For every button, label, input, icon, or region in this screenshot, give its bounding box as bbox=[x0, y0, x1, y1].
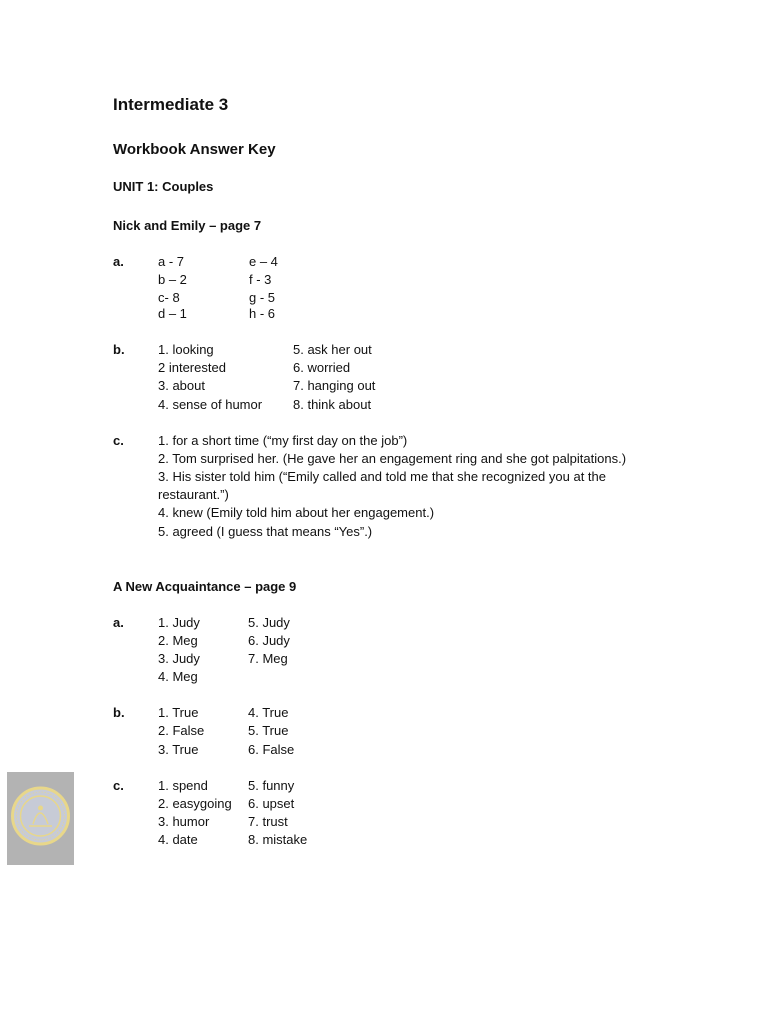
answer-item: 3. about bbox=[158, 378, 205, 393]
answer-item: 6. Judy bbox=[248, 633, 290, 648]
answer-item: 6. False bbox=[248, 742, 295, 757]
answer-item: 3. True bbox=[158, 742, 199, 757]
answer-item: 4. sense of humor bbox=[158, 397, 263, 412]
answer-item: 7. trust bbox=[248, 814, 288, 829]
answer-item: 1. spend bbox=[158, 778, 208, 793]
exercise-label: a. bbox=[113, 254, 124, 269]
answer-item: c- 8 bbox=[158, 290, 180, 305]
answer-line: 1. for a short time (“my first day on the job”) bbox=[158, 433, 408, 448]
answer-line: 3. His sister told him (“Emily called and told me that she recognized you at the bbox=[158, 469, 606, 484]
answer-line: 4. knew (Emily told him about her engagement.) bbox=[158, 505, 435, 520]
answer-item: 6. worried bbox=[293, 360, 351, 375]
answer-item: 7. Meg bbox=[248, 651, 288, 666]
answer-item: 2. easygoing bbox=[158, 796, 232, 811]
answer-item: 5. ask her out bbox=[293, 342, 372, 357]
answer-item: 4. True bbox=[248, 705, 289, 720]
exercise-label: a. bbox=[113, 615, 124, 630]
answer-item: 7. hanging out bbox=[293, 378, 376, 393]
answer-item: b – 2 bbox=[158, 272, 187, 287]
answer-item: d – 1 bbox=[158, 306, 187, 321]
answer-item: 4. Meg bbox=[158, 669, 198, 684]
answer-item: 3. humor bbox=[158, 814, 210, 829]
exercise-label: c. bbox=[113, 778, 124, 793]
answer-item: f - 3 bbox=[249, 272, 272, 287]
answer-item: 5. funny bbox=[248, 778, 295, 793]
answer-item: 6. upset bbox=[248, 796, 295, 811]
exercise-label: b. bbox=[113, 705, 125, 720]
answer-line: 5. agreed (I guess that means “Yes”.) bbox=[158, 524, 373, 539]
answer-item: 8. think about bbox=[293, 397, 372, 412]
answer-item: g - 5 bbox=[249, 290, 276, 305]
answer-item: h - 6 bbox=[249, 306, 276, 321]
answer-item: 1. looking bbox=[158, 342, 214, 357]
section-heading-new-acquaintance: A New Acquaintance – page 9 bbox=[113, 579, 297, 594]
answer-line: 2. Tom surprised her. (He gave her an engagement ring and she got palpitations.) bbox=[158, 451, 627, 466]
school-seal-icon bbox=[7, 772, 74, 865]
answer-item: e – 4 bbox=[249, 254, 278, 269]
unit-heading: UNIT 1: Couples bbox=[113, 179, 214, 194]
answer-line: restaurant.”) bbox=[158, 487, 229, 502]
answer-item: 1. True bbox=[158, 705, 199, 720]
answer-item: 2. False bbox=[158, 723, 205, 738]
document-title: Intermediate 3 bbox=[113, 95, 229, 114]
answer-item: 1. Judy bbox=[158, 615, 200, 630]
exercise-label: c. bbox=[113, 433, 124, 448]
answer-item: 3. Judy bbox=[158, 651, 200, 666]
answer-item: 5. True bbox=[248, 723, 289, 738]
answer-item: 2 interested bbox=[158, 360, 226, 375]
answer-item: 4. date bbox=[158, 832, 198, 847]
answer-item: a - 7 bbox=[158, 254, 185, 269]
answer-item: 5. Judy bbox=[248, 615, 290, 630]
document-subtitle: Workbook Answer Key bbox=[113, 141, 276, 158]
section-heading-nick-and-emily: Nick and Emily – page 7 bbox=[113, 218, 262, 233]
answer-item: 2. Meg bbox=[158, 633, 198, 648]
exercise-label: b. bbox=[113, 342, 125, 357]
answer-item: 8. mistake bbox=[248, 832, 308, 847]
